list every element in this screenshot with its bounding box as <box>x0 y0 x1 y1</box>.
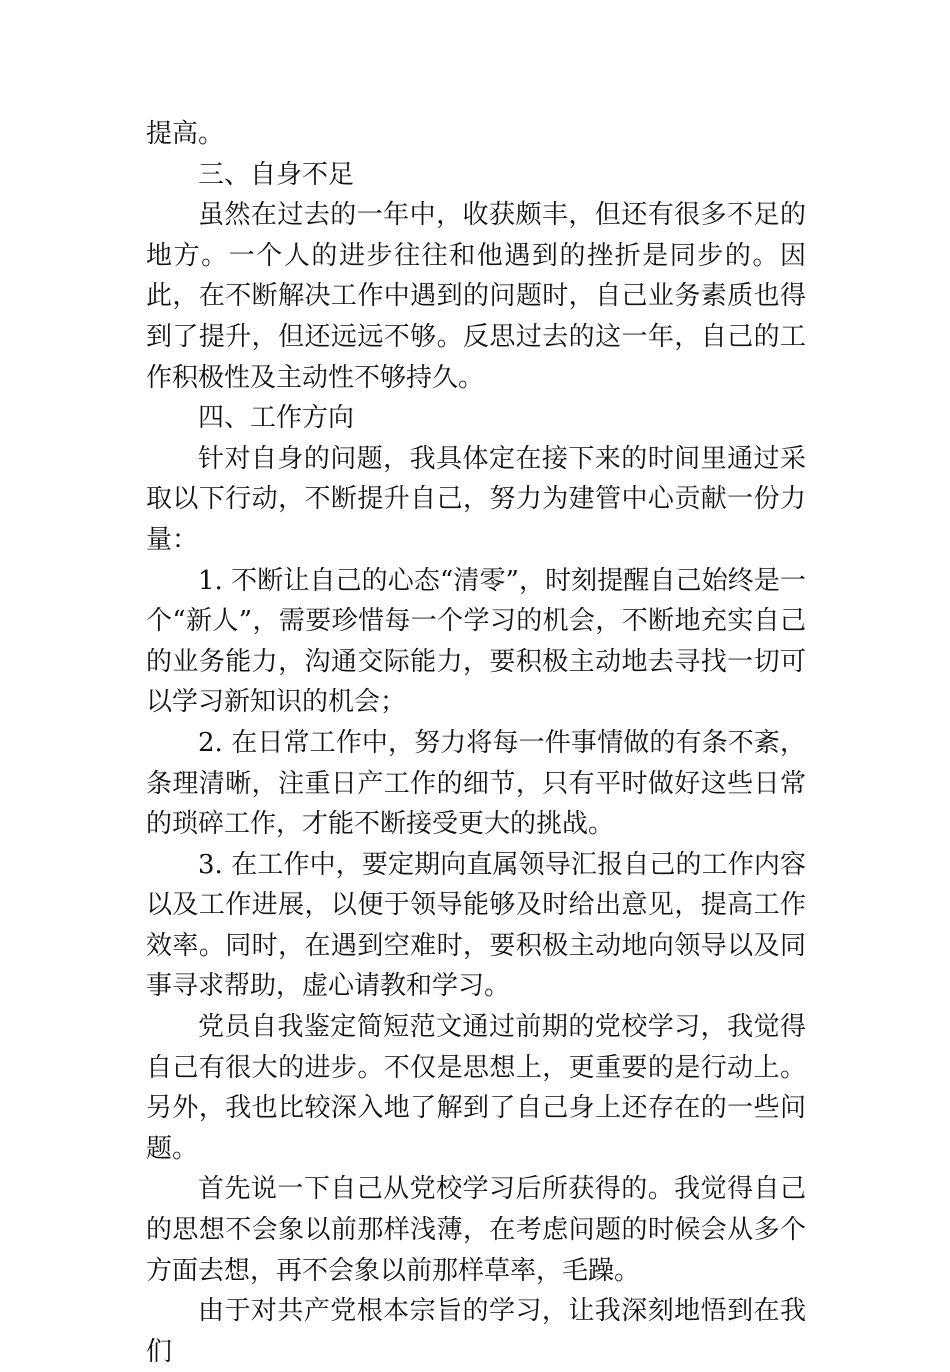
document-body <box>146 114 806 1372</box>
paragraph-shortcomings: 虽然在过去的一年中，收获颇丰，但还有很多不足的地方。一个人的进步往往和他遇到的挫折是同步的。因此，在不断解决工作中遇到的问题时，自己业务素质也得到了提升，但还远远不够。反思过去的这一年，自己的工作积极性及主动性不够持久。 <box>146 200 806 393</box>
list-item-3: 3. 在工作中，要定期向直属领导汇报自己的工作内容以及工作进展，以便于领导能够及时给出意见，提高工作效率。同时，在遇到空难时，要积极主动地向领导以及同事寻求帮助，虚心请教和学习。 <box>146 849 806 1002</box>
paragraph-party-school-gains: 首先说一下自己从党校学习后所获得的。我觉得自己的思想不会象以前那样浅薄，在考虑问题的时候会从多个方面去想，再不会象以前那样草率，毛躁。 <box>146 1174 806 1286</box>
paragraph-self-appraisal: 党员自我鉴定简短范文通过前期的党校学习，我觉得自己有很大的进步。不仅是思想上，更重要的是行动上。另外，我也比较深入地了解到了自己身上还存在的一些问题。 <box>146 1012 806 1164</box>
list-item-1: 1. 不断让自己的心态“清零”，时刻提醒自己始终是一个“新人”，需要珍惜每一个学习的机会，不断地充实自己的业务能力，沟通交际能力，要积极主动地去寻找一切可以学习新知识的机会； <box>146 565 806 718</box>
section-heading-shortcomings: 三、自身不足 <box>198 159 355 190</box>
section-heading-work-direction: 四、工作方向 <box>198 403 355 434</box>
list-item-2: 2. 在日常工作中，努力将每一件事情做的有条不紊，条理清晰，注重日产工作的细节，只有平时做好这些日常的琐碎工作，才能不断接受更大的挑战。 <box>146 727 806 840</box>
paragraph-party-purpose: 由于对共产党根本宗旨的学习，让我深刻地悟到在我们 <box>146 1296 806 1367</box>
paragraph-work-direction-intro: 针对自身的问题，我具体定在接下来的时间里通过采取以下行动，不断提升自己，努力为建管中心贡献一份力量： <box>146 443 806 555</box>
paragraph-continuation: 提高。 <box>146 119 225 149</box>
